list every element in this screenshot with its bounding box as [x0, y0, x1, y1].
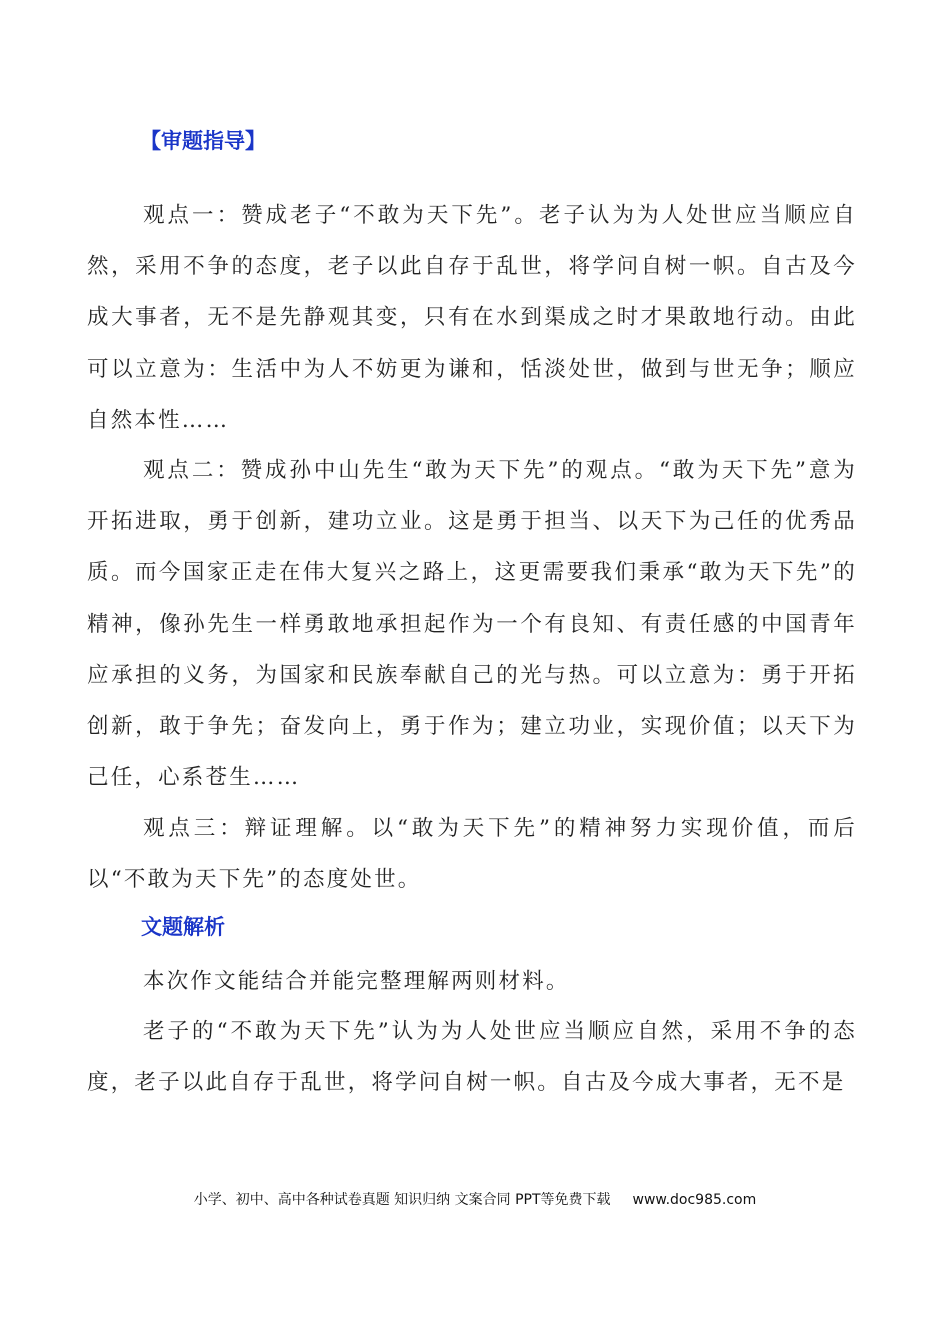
- paragraph-viewpoint-two: 观点二：赞成孙中山先生“敢为天下先”的观点。“敢为天下先”意为开拓进取，勇于创新，建功立业。这是勇于担当、以天下为己任的优秀品质。而今国家正走在伟大复兴之路上，这更需要我们秉承“敢为天下先”的精神，像孙先生一样勇敢地承担起作为一个有良知、有责任感的中国青年应承担的义务，为国家和民族奉献自己的光与热。可以立意为：勇于开拓创新，敢于争先；奋发向上，勇于作为；建立功业，实现价值；以天下为己任，心系苍生……: [87, 458, 857, 791]
- footer-url-link[interactable]: www.doc985.com: [632, 1192, 757, 1208]
- paragraph-analysis-intro: 本次作文能结合并能完整理解两则材料。: [143, 969, 570, 994]
- section-heading-guide: 【审题指导】: [140, 129, 266, 153]
- section-heading-analysis: 文题解析: [141, 915, 225, 939]
- page-footer: [0, 1188, 950, 1212]
- paragraph-viewpoint-three: 观点三：辩证理解。以“敢为天下先”的精神努力实现价值，而后以“不敢为天下先”的态度处世。: [87, 816, 857, 893]
- footer-text: 小学、初中、高中各种试卷真题 知识归纳 文案合同 PPT等免费下载: [193, 1192, 611, 1208]
- paragraph-viewpoint-one: 观点一：赞成老子“不敢为天下先”。老子认为为人处世应当顺应自然，采用不争的态度，老子以此自存于乱世，将学问自树一帜。自古及今成大事者，无不是先静观其变，只有在水到渠成之时才果敢地行动。由此可以立意为：生活中为人不妨更为谦和，恬淡处世，做到与世无争；顺应自然本性……: [87, 203, 857, 433]
- paragraph-analysis-body: 老子的“不敢为天下先”认为为人处世应当顺应自然，采用不争的态度，老子以此自存于乱世，将学问自树一帜。自古及今成大事者，无不是: [87, 1019, 857, 1096]
